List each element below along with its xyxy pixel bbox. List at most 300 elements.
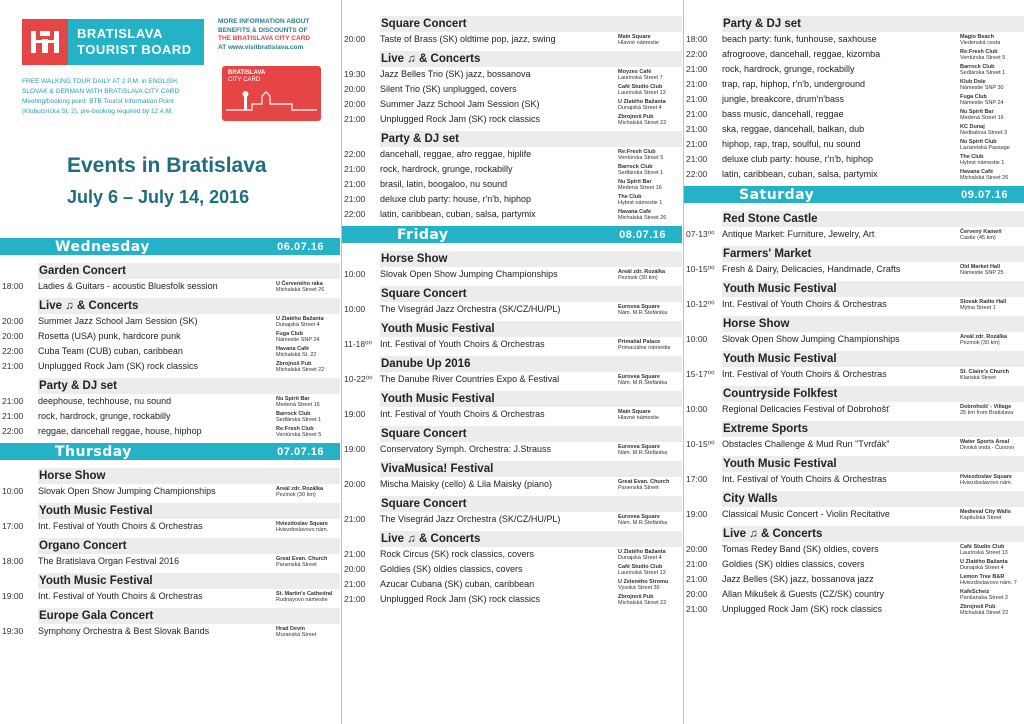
event-row[interactable] — [0, 409, 340, 424]
event-address: Pezinok (30 km) — [960, 340, 1000, 346]
venue-name: Zbrojnoš Pub — [960, 604, 996, 610]
event-address: Sedlárska Street 1 — [960, 70, 1006, 76]
event-description: Unplugged Rock Jam (SK) rock classics — [380, 594, 541, 604]
event-row[interactable] — [684, 602, 1024, 617]
event-row[interactable] — [0, 484, 340, 499]
event-row[interactable] — [684, 227, 1024, 242]
event-row[interactable] — [342, 577, 682, 592]
venue-name: Lemon Tree B&R — [960, 574, 1005, 580]
event-time: 21:00 — [344, 514, 366, 524]
event-description: Obstacles Challenge & Mud Run "Tvrďák" — [722, 439, 890, 449]
walk-line: Meeting/booking point: BTB Tourist Information Point — [22, 98, 174, 105]
event-description: Cuba Team (CUB) cuban, caribbean — [38, 346, 183, 356]
event-time: 21:00 — [2, 411, 24, 421]
event-address: Námestie SNP 24 — [276, 337, 320, 343]
event-block — [342, 496, 682, 527]
venue-block — [960, 507, 1024, 521]
venue-block — [960, 402, 1024, 416]
day-date: 08.07.16 — [619, 228, 666, 241]
day-name: Saturday — [739, 186, 815, 203]
venue-name: Magio Beach — [960, 34, 994, 40]
event-row[interactable] — [684, 47, 1024, 62]
event-description: Taste of Brass (SK) oldtime pop, jazz, swing — [380, 34, 556, 44]
event-row[interactable] — [0, 344, 340, 359]
event-description: reggae, dancehall reggae, house, hiphop — [38, 426, 202, 436]
event-address: Viedenská cesta — [960, 40, 1001, 46]
event-row[interactable] — [684, 507, 1024, 522]
venue-name: Fuga Club — [276, 331, 303, 337]
event-time: 21:00 — [686, 559, 708, 569]
event-time: 20:00 — [344, 99, 366, 109]
event-description: bass music, dancehall, reggae — [722, 109, 844, 119]
venue-block — [618, 302, 682, 316]
event-address: Dunajská Street 4 — [276, 322, 320, 328]
venue-block — [618, 162, 682, 176]
event-row[interactable] — [0, 589, 340, 604]
venue-block — [960, 107, 1024, 121]
event-title: Youth Music Festival — [722, 281, 1024, 297]
event-row[interactable] — [684, 62, 1024, 77]
event-description: deluxe club party: house, r'n'b, hiphop — [722, 154, 874, 164]
walk-line: (Klobučnícka St. 2), pre-booking required by 12 A.M. — [22, 108, 174, 115]
event-row[interactable] — [684, 152, 1024, 167]
event-address: Nám. M.R.Štefánika — [618, 520, 668, 526]
event-description: Int. Festival of Youth Choirs & Orchestras — [380, 339, 545, 349]
event-row[interactable] — [342, 177, 682, 192]
venue-block — [618, 562, 682, 576]
event-description: Summer Jazz School Jam Session (SK) — [380, 99, 540, 109]
event-address: Pezinok (30 km) — [276, 492, 316, 498]
event-time: 18:00 — [2, 281, 24, 291]
event-address: Dunajská Street 4 — [618, 105, 662, 111]
event-block — [342, 321, 682, 352]
event-description: Tomas Redey Band (SK) oldies, covers — [722, 544, 879, 554]
venue-name: Water Sports Areal — [960, 439, 1010, 445]
event-title: Youth Music Festival — [380, 321, 682, 337]
event-row[interactable] — [342, 67, 682, 82]
venue-name: Havana Café — [960, 169, 994, 175]
event-address: 25 km from Bratislava — [960, 410, 1014, 416]
venue-name: KC Dunaj — [960, 124, 985, 130]
event-row[interactable] — [684, 92, 1024, 107]
event-block — [342, 51, 682, 127]
venue-block — [960, 167, 1024, 181]
venue-name: Areál zdr. Rozálka — [276, 486, 324, 492]
venue-block — [960, 152, 1024, 166]
event-address: Medená Street 16 — [960, 115, 1004, 121]
event-row[interactable] — [684, 332, 1024, 347]
event-row[interactable] — [0, 279, 340, 294]
event-time: 20:00 — [2, 331, 24, 341]
venue-block — [960, 77, 1024, 91]
event-title: Live ♫ & Concerts — [380, 531, 682, 547]
event-time: 21:00 — [344, 179, 366, 189]
event-block — [342, 461, 682, 492]
event-address: Panšanska Street 2 — [960, 595, 1009, 601]
event-row[interactable] — [684, 472, 1024, 487]
venue-name: Barrock Club — [618, 164, 653, 170]
venue-name: The Club — [618, 194, 642, 200]
event-address: Pezinok (30 km) — [618, 275, 658, 281]
event-address: Hviezdoslavovo nám. 7 — [960, 580, 1017, 586]
event-description: Unplugged Rock Jam (SK) rock classics — [38, 361, 199, 371]
venue-name: Hrad Devín — [276, 626, 306, 632]
day-name: Thursday — [55, 443, 132, 460]
event-block — [684, 16, 1024, 182]
event-row[interactable] — [684, 137, 1024, 152]
event-address: Rudnayovo námestie — [276, 597, 328, 603]
event-address: Panenská Street — [276, 562, 317, 568]
event-description: Summer Jazz School Jam Session (SK) — [38, 316, 198, 326]
venue-name: Červený Kameň — [960, 229, 1002, 235]
event-description: rock, hardrock, grunge, rockabilly — [380, 164, 513, 174]
event-row[interactable] — [0, 394, 340, 409]
column-content — [342, 16, 682, 611]
event-time: 21:00 — [686, 109, 708, 119]
event-description: The Bratislava Organ Festival 2016 — [38, 556, 180, 566]
event-description: rock, hardrock, grunge, rockabilly — [722, 64, 855, 74]
venue-block — [276, 329, 340, 343]
venue-name: Eurovea Square — [618, 374, 660, 380]
day-banner — [684, 186, 1024, 203]
event-address: Ventúrska Street 5 — [618, 155, 664, 161]
venue-block — [960, 542, 1024, 556]
event-row[interactable] — [684, 557, 1024, 572]
venue-block — [618, 592, 682, 606]
event-description: The Visegrád Jazz Orchestra (SK/CZ/HU/PL) — [380, 514, 561, 524]
event-row[interactable] — [684, 437, 1024, 452]
event-time: 20:00 — [344, 84, 366, 94]
event-time: 21:00 — [686, 154, 708, 164]
event-address: Dunajská Street 4 — [960, 565, 1004, 571]
event-time: 10:00 — [686, 334, 708, 344]
venue-block — [618, 82, 682, 96]
logo-line-2: TOURIST BOARD — [77, 42, 192, 57]
event-row[interactable] — [342, 207, 682, 222]
event-time: 20:00 — [686, 589, 708, 599]
event-description: Goldies (SK) oldies classics, covers — [722, 559, 865, 569]
event-time: 22:00 — [2, 426, 24, 436]
venue-block — [618, 337, 682, 351]
venue-name: Hviezdoslav Square — [276, 521, 328, 527]
venue-name: Café Studio Club — [618, 84, 663, 90]
event-address: Michalská Street 22 — [960, 610, 1009, 616]
event-address: Dunajská Street 4 — [618, 555, 662, 561]
venue-name: Klub Dole — [960, 79, 986, 85]
column-3 — [684, 0, 1024, 724]
info-line: THE BRATISLAVA CITY CARD — [218, 35, 311, 42]
venue-block — [618, 67, 682, 81]
venue-block — [618, 97, 682, 111]
venue-name: Re:Fresh Club — [618, 149, 656, 155]
event-address: Námestie SNP 24 — [960, 100, 1004, 106]
event-block — [342, 531, 682, 607]
event-title: Youth Music Festival — [380, 391, 682, 407]
event-block — [684, 246, 1024, 277]
event-title: Live ♫ & Concerts — [38, 298, 340, 314]
event-row[interactable] — [342, 147, 682, 162]
event-address: Hviezdoslavovo nám. — [276, 527, 329, 533]
venue-name: Barrock Club — [276, 411, 311, 417]
event-title: Youth Music Festival — [38, 503, 340, 519]
venue-block — [618, 147, 682, 161]
event-description: Unplugged Rock Jam (SK) rock classics — [722, 604, 883, 614]
event-description: Azucar Cubana (SK) cuban, caribbean — [380, 579, 535, 589]
event-time: 19:00 — [2, 591, 24, 601]
venue-name: Eurovea Square — [618, 514, 660, 520]
venue-block — [960, 92, 1024, 106]
event-time: 15-17⁰⁰ — [686, 369, 715, 379]
card-subtitle: CITY CARD — [228, 77, 261, 83]
event-description: Silent Trio (SK) unplugged, covers — [380, 84, 517, 94]
day-date: 07.07.16 — [277, 445, 324, 458]
event-row[interactable] — [684, 587, 1024, 602]
info-line: MORE INFORMATION ABOUT — [218, 18, 310, 25]
event-time: 10-15⁰⁰ — [686, 264, 715, 274]
event-address: Klariská Street — [960, 375, 996, 381]
event-row[interactable] — [342, 192, 682, 207]
venue-block — [960, 137, 1024, 151]
event-address: Vysoká Street 36 — [618, 585, 660, 591]
event-block — [0, 573, 340, 604]
event-description: rock, hardrock, grunge, rockabilly — [38, 411, 171, 421]
event-row[interactable] — [342, 407, 682, 422]
venue-name: Nu Spirit Bar — [960, 109, 994, 115]
venue-block — [960, 262, 1024, 276]
venue-name: U Zlatého Bažanta — [618, 549, 666, 555]
venue-block — [960, 572, 1024, 586]
venue-block — [276, 424, 340, 438]
venue-block — [618, 177, 682, 191]
event-address: Nám. M.R.Štefánika — [618, 380, 668, 386]
venue-name: Havana Café — [276, 346, 310, 352]
event-description: Slovak Open Show Jumping Championships — [38, 486, 216, 496]
event-row[interactable] — [342, 512, 682, 527]
event-description: Rosetta (USA) punk, hardcore punk — [38, 331, 181, 341]
event-description: brasil, latin, boogaloo, nu sound — [380, 179, 508, 189]
venue-name: Main Square — [618, 409, 651, 415]
venue-block — [960, 297, 1024, 311]
column-content — [0, 236, 340, 643]
event-time: 22:00 — [2, 346, 24, 356]
event-row[interactable] — [342, 477, 682, 492]
event-row[interactable] — [342, 32, 682, 47]
venue-block — [618, 577, 682, 591]
event-row[interactable] — [0, 329, 340, 344]
walk-line: SLOVAK & GERMAN WITH BRATISLAVA CITY CARD — [22, 88, 180, 95]
column-2 — [342, 0, 682, 724]
venue-block — [618, 207, 682, 221]
event-time: 20:00 — [344, 564, 366, 574]
event-description: Rock Circus (SK) rock classics, covers — [380, 549, 535, 559]
event-row[interactable] — [0, 359, 340, 374]
venue-block — [960, 557, 1024, 571]
venue-block — [276, 279, 340, 293]
event-title: Horse Show — [380, 251, 682, 267]
event-block — [0, 263, 340, 294]
event-address: Laurinská Street 7 — [618, 75, 663, 81]
event-description: Allan Mikušek & Guests (CZ/SK) country — [722, 589, 885, 599]
event-address: Michalská St. 22 — [276, 352, 317, 358]
event-time: 21:00 — [344, 164, 366, 174]
venue-name: Re:Fresh Club — [276, 426, 314, 432]
event-title: Square Concert — [380, 16, 682, 32]
event-time: 19:30 — [2, 626, 24, 636]
event-row[interactable] — [684, 262, 1024, 277]
event-title: Horse Show — [38, 468, 340, 484]
event-row[interactable] — [342, 82, 682, 97]
event-description: Int. Festival of Youth Choirs & Orchestras — [380, 409, 545, 419]
event-time: 17:00 — [686, 474, 708, 484]
venue-name: Main Square — [618, 34, 651, 40]
event-address: Laurinská Street 13 — [618, 90, 666, 96]
event-row[interactable] — [342, 267, 682, 282]
info-link[interactable]: AT www.visitbratislava.com — [218, 43, 304, 51]
event-description: Classical Music Concert - Violin Recitative — [722, 509, 890, 519]
event-title: Square Concert — [380, 286, 682, 302]
event-title: Party & DJ set — [722, 16, 1024, 32]
venue-name: Zbrojnoš Pub — [276, 361, 312, 367]
day-banner — [0, 443, 340, 460]
event-row[interactable] — [342, 162, 682, 177]
venue-block — [276, 409, 340, 423]
event-title: Extreme Sports — [722, 421, 1024, 437]
event-block — [0, 468, 340, 499]
event-description: deluxe club party: house, r'n'b, hiphop — [380, 194, 532, 204]
day-name: Friday — [397, 226, 449, 243]
event-address: Hlavné námestie — [618, 415, 659, 421]
event-block — [0, 538, 340, 569]
event-row[interactable] — [342, 97, 682, 112]
event-row[interactable] — [342, 337, 682, 352]
venue-name: Slovak Radio Hall — [960, 299, 1007, 305]
event-address: Nedbalova Street 3 — [960, 130, 1008, 136]
day-date: 09.07.16 — [961, 188, 1008, 201]
event-time: 10:00 — [2, 486, 24, 496]
venue-block — [960, 602, 1024, 616]
event-title: Europe Gala Concert — [38, 608, 340, 624]
event-row[interactable] — [342, 442, 682, 457]
column-1 — [0, 0, 340, 724]
venue-name: Hviezdoslav Square — [960, 474, 1012, 480]
event-row[interactable] — [684, 32, 1024, 47]
event-time: 18:00 — [2, 556, 24, 566]
event-description: latin, caribbean, cuban, salsa, partymix — [722, 169, 878, 179]
column-content — [684, 16, 1024, 621]
event-time: 19:30 — [344, 69, 366, 79]
event-row[interactable] — [342, 562, 682, 577]
event-description: trap, rap, hiphop, r'n'b, underground — [722, 79, 866, 89]
event-title: Party & DJ set — [380, 131, 682, 147]
event-block — [684, 456, 1024, 487]
event-time: 21:00 — [344, 579, 366, 589]
event-time: 19:00 — [686, 509, 708, 519]
event-block — [342, 16, 682, 47]
event-row[interactable] — [684, 367, 1024, 382]
date-range: July 6 – July 14, 2016 — [67, 187, 250, 207]
event-row[interactable] — [0, 624, 340, 639]
event-title: Farmers' Market — [722, 246, 1024, 262]
info-line: BENEFITS & DISCOUNTS OF — [218, 26, 308, 34]
day-banner — [0, 238, 340, 255]
event-time: 21:00 — [686, 139, 708, 149]
venue-block — [276, 394, 340, 408]
event-row[interactable] — [684, 297, 1024, 312]
event-row[interactable] — [0, 519, 340, 534]
venue-block — [276, 589, 340, 603]
event-description: Slovak Open Show Jumping Championships — [380, 269, 558, 279]
day-name: Wednesday — [55, 238, 150, 255]
venue-name: Eurovea Square — [618, 444, 660, 450]
event-row[interactable] — [684, 77, 1024, 92]
venue-name: St. Claire's Church — [960, 369, 1009, 375]
event-row[interactable] — [684, 572, 1024, 587]
event-row[interactable] — [0, 424, 340, 439]
event-description: Symphony Orchestra & Best Slovak Bands — [38, 626, 210, 636]
venue-block — [960, 437, 1024, 451]
event-description: Int. Festival of Youth Choirs & Orchestras — [38, 591, 203, 601]
venue-block — [960, 587, 1024, 601]
event-address: Lazaretská Passage — [960, 145, 1010, 151]
event-row[interactable] — [684, 122, 1024, 137]
event-block — [0, 503, 340, 534]
venue-name: U Zlatého Bažanta — [960, 559, 1008, 565]
event-row[interactable] — [684, 167, 1024, 182]
venue-block — [960, 32, 1024, 46]
event-row[interactable] — [684, 542, 1024, 557]
event-description: deephouse, techhouse, nu sound — [38, 396, 172, 406]
event-row[interactable] — [684, 107, 1024, 122]
event-time: 21:00 — [686, 94, 708, 104]
event-time: 20:00 — [686, 544, 708, 554]
event-row[interactable] — [0, 554, 340, 569]
event-description: Mischa Maisky (cello) & Lila Maisky (piano) — [380, 479, 553, 489]
event-row[interactable] — [342, 592, 682, 607]
event-time: 19:00 — [344, 444, 366, 454]
event-time: 21:00 — [344, 549, 366, 559]
page-title: Events in Bratislava — [67, 154, 267, 177]
event-description: dancehall, reggae, afro reggae, hiplife — [380, 149, 532, 159]
event-time: 21:00 — [686, 64, 708, 74]
venue-block — [960, 472, 1024, 486]
event-description: Jazz Belles (SK) jazz, bossanova jazz — [722, 574, 874, 584]
event-address: Kapitulská Street — [960, 515, 1002, 521]
event-row[interactable] — [684, 402, 1024, 417]
venue-block — [960, 47, 1024, 61]
venue-name: Nu Spirit Bar — [276, 396, 310, 402]
event-address: Michalská Street 26 — [276, 287, 325, 293]
venue-block — [276, 554, 340, 568]
event-row[interactable] — [342, 372, 682, 387]
event-title: Square Concert — [380, 426, 682, 442]
event-title: Horse Show — [722, 316, 1024, 332]
event-time: 11-18⁰⁰ — [344, 339, 372, 349]
event-row[interactable] — [342, 547, 682, 562]
event-time: 20:00 — [344, 34, 366, 44]
venue-name: Primatial Palace — [618, 339, 661, 345]
venue-block — [618, 192, 682, 206]
event-row[interactable] — [342, 302, 682, 317]
event-description: Int. Festival of Youth Choirs & Orchestras — [722, 299, 887, 309]
venue-name: St. Martin's Cathedral — [276, 591, 333, 597]
event-time: 20:00 — [2, 316, 24, 326]
event-row[interactable] — [342, 112, 682, 127]
venue-name: Havana Café — [618, 209, 652, 215]
event-address: Ventúrska Street 5 — [960, 55, 1006, 61]
event-address: Michalská Street 26 — [960, 175, 1009, 181]
event-row[interactable] — [0, 314, 340, 329]
event-time: 10-12⁰⁰ — [686, 299, 715, 309]
